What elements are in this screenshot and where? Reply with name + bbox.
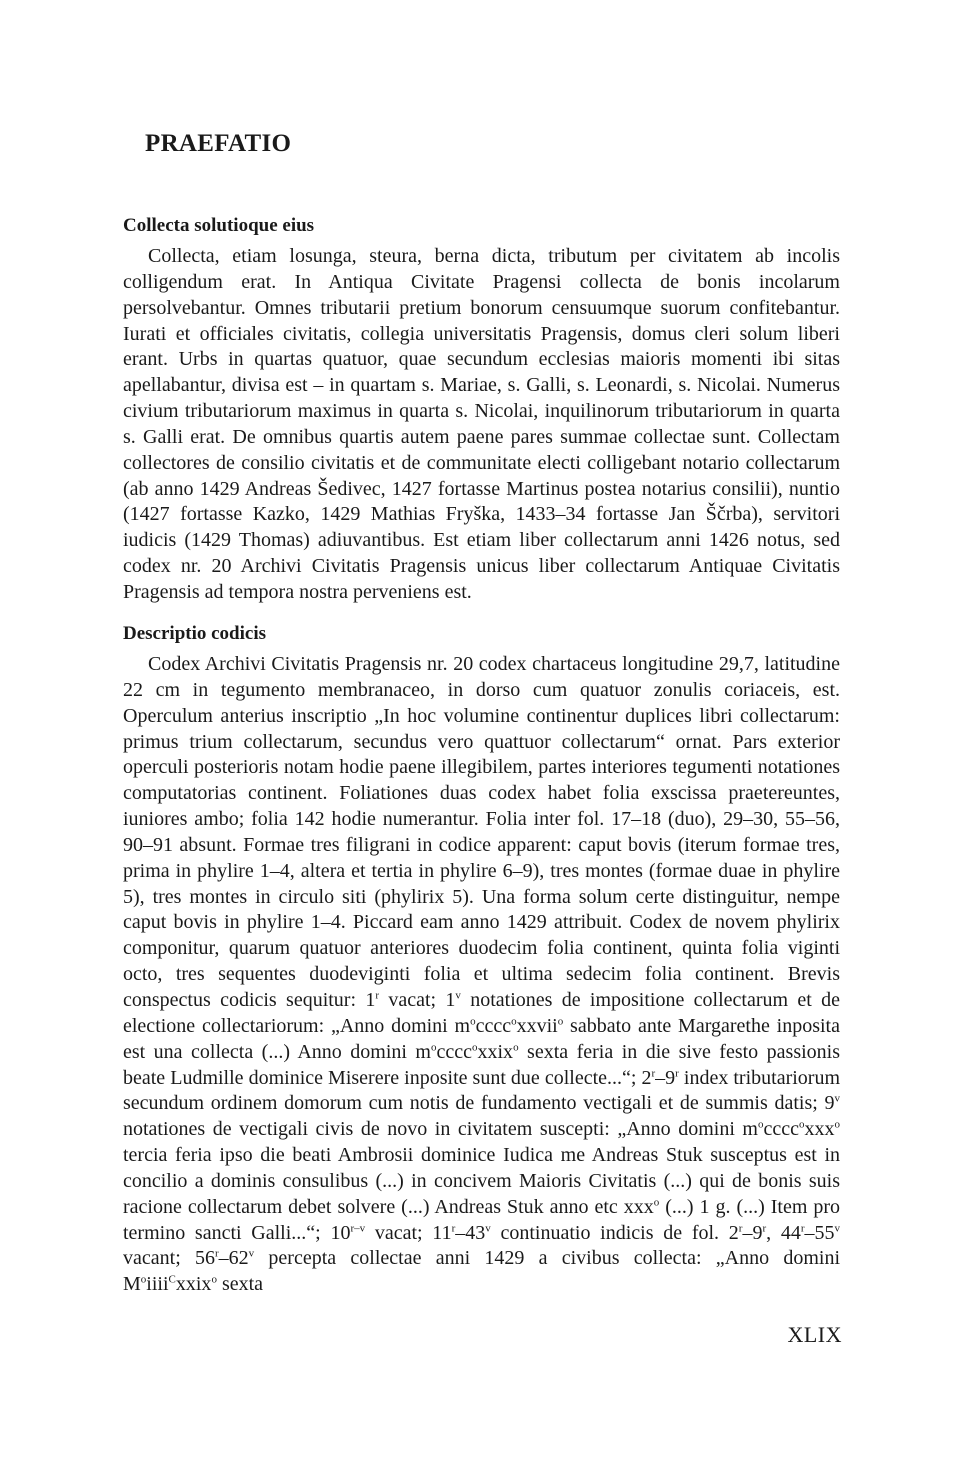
superscript: r: [215, 1247, 219, 1260]
superscript: r: [675, 1066, 679, 1079]
text-run: vacant; 56: [123, 1247, 215, 1270]
text-run: notationes de impositione collectarum et de electione collectariorum: „Anno domini m: [123, 988, 840, 1037]
text-run: –9: [655, 1066, 676, 1089]
superscript: o: [513, 1041, 519, 1053]
text-run: iiii: [146, 1273, 169, 1296]
superscript: o: [653, 1196, 660, 1209]
superscript: r: [375, 989, 380, 1002]
superscript: r: [451, 1221, 456, 1234]
text-run: xxx: [804, 1118, 835, 1141]
text-run: –9: [742, 1221, 763, 1244]
superscript: o: [834, 1118, 840, 1131]
paragraph-collecta: Collecta, etiam losunga, steura, berna dicta, tributum per civitatem ab incolis colligendum erat. In Antiqua Civitate Pragensi collecta de bonis incolarum persolvebantur. Omnes tributarii pretium bonorum censuumque suorum confitebantur. Iurati et officiales civitatis, collegia universitatis Pragensis, domus cleri solum liberi erant. Urbs in quartas quatuor, quae secundum ecclesias maioris momenti ibi sitas apellabantur, divisa est – in quartam s. Mariae, s. Galli, s. Leonardi, s. Nicolai. Numerus civium tributariorum maximus in quarta s. Nicolai, inquilinorum tributariorum in quarta s. Galli erat. De omnibus quartis autem paene pares summae collectae sunt. Collectam collectores de consilio civitatis et de communitate electi colligebant notario collectarum (ab anno 1429 Andreas Šedivec, 1427 fortasse Martinus postea notarius consilii), nuntio (1427 fortasse Kazko, 1429 Mathias Fryška, 1433–34 fortasse Jan Ščrba), servitori iudicis (1429 Thomas) adiuvantibus. Est etiam liber collectarum anni 1426 notus, sed codex nr. 20 Archivi Civitatis Pragensis unicus liber collectarum Antiquae Civitatis Pragensis ad tempora nostra perveniens est.: [123, 245, 840, 603]
text-run: sexta: [216, 1273, 264, 1296]
superscript: C: [168, 1273, 176, 1286]
text-run: cccc: [763, 1118, 799, 1141]
superscript: r: [738, 1221, 743, 1234]
text-run: sexta feria in die sive festo passionis beate Ludmille dominice Miserere inposite sunt due collecte...“; 2: [123, 1040, 840, 1089]
superscript: r: [762, 1221, 767, 1234]
superscript: v: [834, 1092, 840, 1105]
text-run: percepta collectae anni 1429 a civibus collecta: „Anno domini M: [123, 1247, 840, 1296]
text-run: cccc: [475, 1014, 512, 1037]
text-run: , 44: [766, 1221, 801, 1244]
text-run: vacat; 1: [379, 988, 456, 1011]
text-run: Codex Archivi Civitatis Pragensis nr. 20 codex chartaceus longitudine 29,7, latitudine 22 cm in tegumento membranaceo, in dorso cum quatuor zonulis coriaceis, est. Operculum anterius inscriptio „In hoc volumine continentur duplices libri collectarum: primus trium collectarum, secundus vero quattuor collectarum“ ornat. Pars exterior operculi posterioris notam hodie paene illegibilem, partes interiores tegumenti notationes computatorias continent. Foliationes duas codex habet folia exscissa praetereuntes, iuniores ambo; folia 142 hodie numerantur. Folia inter fol. 17–18 (duo), 29–30, 55–56, 90–91 absunt. Formae tres filigrani in codice apparent: caput bovis (iterum formae tres, prima in phylire 1–4, altera et tertia in phylire 6–9), tres montes (formae duae in phylire 5), tres montes in circulo siti (phylirix 5). Una forma solum certe distinguitur, nempe caput bovis in phylire 1–4. Piccard eam anno 1429 attribuit. Codex de novem phylirix componitur, quarum quatuor anteriores duodecim folia continent, quinta folia viginti octo, tres sequentes duodeviginti folia et ultima sedecim folia continent. Brevis conspectus codicis sequitur: 1: [123, 653, 840, 1011]
text-run: tercia feria ipso die beati Ambrosii dominice Iudica me Andreas Stuk susceptus est in concilio a dominis consulibus (...) in concivem Maioris Civitatis (...) qui de bonis suis racione collectarum debet solvere (...) Andreas Stuk anno etc xxx: [123, 1144, 840, 1218]
superscript: r: [800, 1221, 805, 1234]
superscript: o: [557, 1015, 564, 1028]
superscript: o: [470, 1015, 476, 1028]
superscript: o: [472, 1041, 478, 1053]
superscript: o: [511, 1015, 517, 1028]
superscript: o: [140, 1273, 147, 1286]
superscript: v: [485, 1221, 491, 1234]
text-run: xxvii: [516, 1014, 558, 1037]
page-number: XLIX: [787, 1322, 842, 1347]
paragraph-descriptio: [123, 652, 840, 1298]
text-run: index tributariorum secundum ordinem domorum cum notis de fundamento vectigali et de summis datis; 9: [123, 1066, 840, 1115]
section-heading-collecta: Collecta solutioque eius: [123, 215, 315, 236]
superscript: o: [430, 1041, 437, 1053]
text-run: vacat; 11: [365, 1221, 452, 1244]
superscript: o: [211, 1273, 217, 1286]
superscript: v: [834, 1221, 841, 1234]
text-run: notationes de vectigali civis de novo in civitatem suscepti: „Anno domini m: [123, 1118, 758, 1141]
section-heading-descriptio: Descriptio codicis: [123, 623, 267, 644]
text-run: –62: [218, 1247, 249, 1270]
text-run: (...) 1 g. (...) Item pro termino sancti Galli...“; 10: [123, 1195, 841, 1244]
superscript: o: [757, 1118, 764, 1131]
superscript: r: [651, 1066, 656, 1079]
text-run: xxix: [175, 1273, 212, 1296]
text-run: sabbato ante Margarethe inposita est una collecta (...) Anno domini m: [123, 1014, 840, 1063]
text-run: –43: [455, 1221, 486, 1244]
superscript: v: [248, 1247, 255, 1260]
text-run: xxix: [477, 1040, 514, 1063]
superscript: r–v: [350, 1221, 366, 1234]
text-run: continuatio indicis de fol. 2: [490, 1221, 739, 1244]
page-title: PRAEFATIO: [145, 130, 292, 157]
text-run: cccc: [436, 1040, 472, 1063]
superscript: o: [799, 1118, 805, 1131]
superscript: v: [455, 989, 461, 1002]
text-run: –55: [804, 1221, 835, 1244]
